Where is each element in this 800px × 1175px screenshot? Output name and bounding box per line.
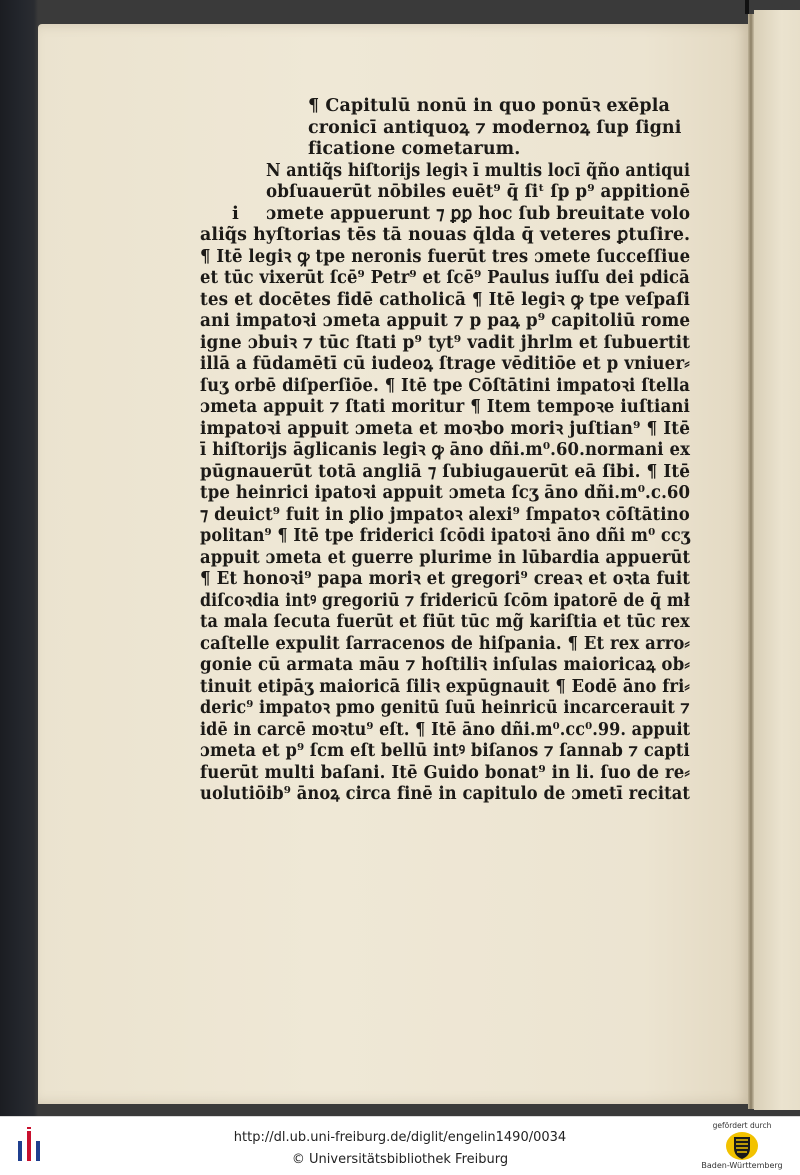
- text-line: ɔmeta appuit ⁊ ſtati moritur ¶ Item tempoꝛe iuſtiani: [200, 397, 690, 417]
- text-line: tinuit etipāʒ maioricā ſiliꝛ expūgnauit ¶ Eodē āno fri⸗: [200, 676, 690, 697]
- heading-line: ¶ Capitulū nonū in quo ponūꝛ exēpla: [308, 96, 670, 116]
- text-line: et tūc vixerūt ſcē⁹ Petr⁹ et ſcē⁹ Paulus iuſſu dei pdicā: [200, 268, 690, 288]
- heading-line: ficatione cometarum.: [308, 139, 521, 159]
- text-line: illā a fūdamētī cū iudeoꝝ ſtrage vēditiōe et p vniuer⸗: [200, 354, 690, 374]
- permalink-url[interactable]: http://dl.ub.uni-freiburg.de/diglit/engelin1490/0034: [233, 1130, 567, 1145]
- text-line: appuit ɔmeta et guerre plurime in lūbardia appuerūt: [200, 547, 691, 568]
- text-line: caſtelle expulit ſarracenos de hiſpania. ¶ Et rex arro⸗: [200, 633, 691, 654]
- chapter-body: [200, 161, 690, 806]
- copyright-notice: © Universitätsbibliothek Freiburg: [291, 1152, 509, 1167]
- text-line: ɔmeta et p⁹ ſcm eſt bellū intꝰ biſanos ⁊ ſannab ⁊ capti: [200, 741, 690, 761]
- facing-page-edge: [754, 10, 800, 1110]
- text-line: pūgnauerūt totā angliā ⁊ ſubiugauerūt eā ſibi. ¶ Itē: [200, 461, 691, 482]
- text-line: ¶ Et honoꝛi⁹ papa moriꝛ et gregori⁹ creaꝛ et oꝛta fuit: [200, 569, 691, 589]
- text-line: impatoꝛi appuit ɔmeta et moꝛbo moriꝛ juſtian⁹ ¶ Itē: [200, 418, 691, 439]
- text-line: ſuʒ orbē diſperſiōe. ¶ Itē tpe Cōſtātini impatoꝛi ſtella: [200, 375, 690, 396]
- page-text: [200, 96, 690, 806]
- text-line: ta mala ſecuta fuerūt et fiūt tūc mg̃ kariſtia et tūc rex: [200, 612, 690, 632]
- text-line: ¶ Itē legiꝛ ꝙ tpe neronis fuerūt tres ɔmete ſucceſſiue: [200, 246, 691, 267]
- text-line: idē in carcē moꝛtu⁹ eſt. ¶ Itē āno dñi.m⁰.cc⁰.99. appuit: [200, 719, 691, 740]
- text-line: aliq̃s hyſtorias tēs tā nouas q̄lda q̄ veteres ꝑtuſire.: [200, 225, 691, 245]
- text-line: fuerūt multi baſani. Itē Guido bonat⁹ in li. ſuo de re⸗: [200, 762, 690, 783]
- text-line: uolutiōib⁹ ānoꝝ circa finē in capitulo de ɔmetī recitat: [200, 784, 690, 804]
- text-line: politan⁹ ¶ Itē tpe friderici ſcōdi ipatoꝛi āno dñi m⁰ ccʒ: [200, 526, 690, 546]
- text-line: deric⁹ impatoꝛ pmo genitū ſuū heinricū incarcerauit ⁊: [200, 698, 690, 718]
- text-line: ī hiſtorijs āglicanis legiꝛ ꝙ āno dñi.m⁰.60.normani ex: [200, 440, 691, 460]
- chapter-heading: [200, 96, 690, 161]
- baden-wuerttemberg-coat-of-arms-icon: [725, 1131, 759, 1161]
- viewer-footer: [0, 1116, 800, 1175]
- text-line: gonie cū armata māu ⁊ hoſtiliꝛ inſulas maioricaꝝ ob⸗: [200, 655, 690, 675]
- text-line: obſuauerūt nōbiles euēt⁹ q̄ ſiᵗ ſp p⁹ appitionē: [266, 182, 691, 202]
- text-line: tpe heinrici ipatoꝛi appuit ɔmeta ſcʒ āno dñi.m⁰.c.60: [200, 483, 691, 503]
- marginal-initial: i: [232, 203, 239, 224]
- text-line: ani impatoꝛi ɔmeta appuit ⁊ p paꝝ p⁹ capitoliū rome: [200, 311, 691, 331]
- text-line: N antiq̃s hiſtorijs legiꝛ ī multis locī q̃ño antiqui: [266, 160, 691, 181]
- text-line: ɔmete appuerunt ⁊ ꝑꝑ hoc ſub breuitate volo: [266, 203, 691, 224]
- text-line: ⁊ deuict⁹ fuit in ꝑlio jmpatoꝛ alexi⁹ ſmpatoꝛ cōſtātino: [200, 504, 690, 525]
- text-line: diſcoꝛdia intꝰ gregoriū ⁊ fridericū ſcōm ipatorē de q̄ mł: [200, 590, 690, 611]
- sponsor-name: Baden-Württemberg: [701, 1161, 783, 1170]
- sponsor-block[interactable]: [694, 1121, 790, 1173]
- text-line: tes et docētes fidē catholicā ¶ Itē legiꝛ ꝙ tpe veſpaſi: [200, 289, 690, 310]
- sponsor-caption: gefördert durch: [712, 1121, 772, 1130]
- heading-line: cronicī antiquoꝝ ⁊ modernoꝝ ſup ſigni: [308, 117, 682, 138]
- scan-edge: [745, 0, 749, 14]
- text-line: igne ɔbuiꝛ ⁊ tūc ſtati p⁹ tyt⁹ vadit jhrlm et ſubuertit: [200, 332, 691, 353]
